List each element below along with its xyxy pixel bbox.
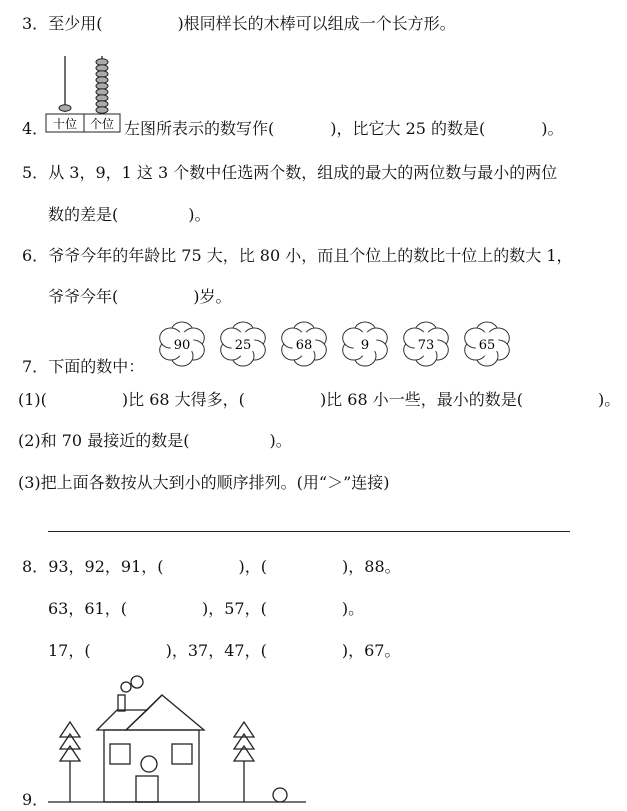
question-5 [22, 162, 557, 184]
number-flower [343, 322, 388, 366]
chimney [118, 695, 125, 711]
ones-beads [96, 59, 108, 113]
number-flower [160, 322, 205, 366]
tens-bead [59, 105, 71, 111]
window [172, 744, 192, 764]
q4-text-1: 左图所表示的数写作( [124, 119, 275, 138]
smoke-circle [131, 676, 143, 688]
q8-r2-text-c: )。 [341, 599, 365, 618]
question-6-line-2 [48, 286, 232, 308]
roof [97, 695, 204, 730]
q6-line-1: 爷爷今年的年龄比 75 大，比 80 小，而且个位上的数比十位上的数大 1， [48, 246, 573, 265]
question-9 [22, 789, 48, 811]
question-8-row-1 [22, 556, 401, 578]
ones-bead [96, 65, 108, 71]
q7-p1-text-b: )比 68 大得多，( [121, 390, 245, 409]
ones-bead [96, 77, 108, 83]
q7-p1-text-d: )。 [597, 390, 621, 409]
number-flower [404, 322, 449, 366]
smoke-circle [121, 682, 131, 692]
question-6 [22, 245, 573, 267]
number-flower [282, 322, 327, 366]
question-number: 8． [22, 557, 49, 576]
question-number: 6． [22, 246, 49, 265]
answer-line[interactable] [48, 531, 570, 532]
ball [273, 788, 287, 802]
tens-label: 十位 [52, 117, 78, 131]
question-4-text [124, 118, 564, 140]
abacus-figure [44, 54, 124, 136]
q7-p1-text-a: (1)( [18, 390, 47, 409]
q5-text-post: )。 [188, 205, 211, 224]
question-7-part-1 [18, 389, 620, 411]
question-8-row-2 [48, 598, 364, 620]
ones-bead [96, 71, 108, 77]
q4-text-3: )。 [541, 119, 564, 138]
q8-r1-text-b: )，( [238, 557, 268, 576]
q7-intro: 下面的数中： [48, 357, 145, 376]
q8-r1-text-c: )，88。 [342, 557, 401, 576]
q8-r3-text-c: )，67。 [341, 641, 401, 660]
question-number: 9． [22, 790, 49, 809]
q5-text-pre: 数的差是( [48, 205, 119, 224]
q3-text-pre: 至少用( [48, 14, 103, 33]
q8-r1-text-a: 93，92，91，( [48, 557, 164, 576]
left-tree-icon [60, 722, 80, 802]
question-number: 4． [22, 119, 49, 138]
flower-number: 90 [173, 338, 191, 353]
flower-number: 68 [295, 338, 313, 353]
right-tree-icon [234, 722, 254, 802]
question-4 [22, 118, 48, 140]
q3-text-post: )根同样长的木棒可以组成一个长方形。 [177, 14, 456, 33]
door [136, 776, 158, 802]
ones-bead [96, 95, 108, 101]
question-7-part-3 [18, 472, 390, 494]
q5-line-1: 从 3，9，1 这 3 个数中任选两个数，组成的最大的两位数与最小的两位 [48, 163, 558, 182]
question-5-line-2 [48, 204, 211, 226]
question-3 [22, 13, 456, 35]
flower-number: 65 [478, 338, 496, 353]
q7-p2-text-b: )。 [269, 431, 292, 450]
question-number: 7． [22, 357, 49, 376]
q7-p1-text-c: )比 68 小一些，最小的数是( [319, 390, 523, 409]
q7-p2-text-a: (2)和 70 最接近的数是( [18, 431, 190, 450]
q8-r3-text-a: 17，( [48, 641, 91, 660]
question-number: 5． [22, 163, 49, 182]
question-7-part-2 [18, 430, 292, 452]
ones-bead [96, 107, 108, 113]
q7-p3-text: (3)把上面各数按从大到小的顺序排列。(用“＞”连接) [18, 473, 390, 492]
ones-label: 个位 [89, 117, 115, 131]
ones-bead [96, 89, 108, 95]
question-8-row-3 [48, 640, 400, 662]
flower-number: 73 [417, 338, 435, 353]
q8-r3-text-b: )，37，47，( [165, 641, 267, 660]
question-number: 3． [22, 14, 49, 33]
flower-number: 9 [360, 338, 370, 353]
round-window [141, 756, 157, 772]
q4-text-2: )，比它大 25 的数是( [330, 119, 486, 138]
q8-r2-text-a: 63，61，( [48, 599, 127, 618]
ones-bead [96, 59, 108, 65]
q6-text-post: )岁。 [193, 287, 232, 306]
q8-r2-text-b: )，57，( [201, 599, 267, 618]
ones-bead [96, 83, 108, 89]
question-7 [22, 356, 144, 378]
flower-number: 25 [234, 338, 252, 353]
number-flowers [156, 318, 520, 370]
window [110, 744, 130, 764]
q6-text-pre: 爷爷今年( [48, 287, 119, 306]
number-flower [465, 322, 510, 366]
house-picture [44, 672, 314, 808]
number-flower [221, 322, 266, 366]
ones-bead [96, 101, 108, 107]
house-wall [104, 730, 199, 802]
